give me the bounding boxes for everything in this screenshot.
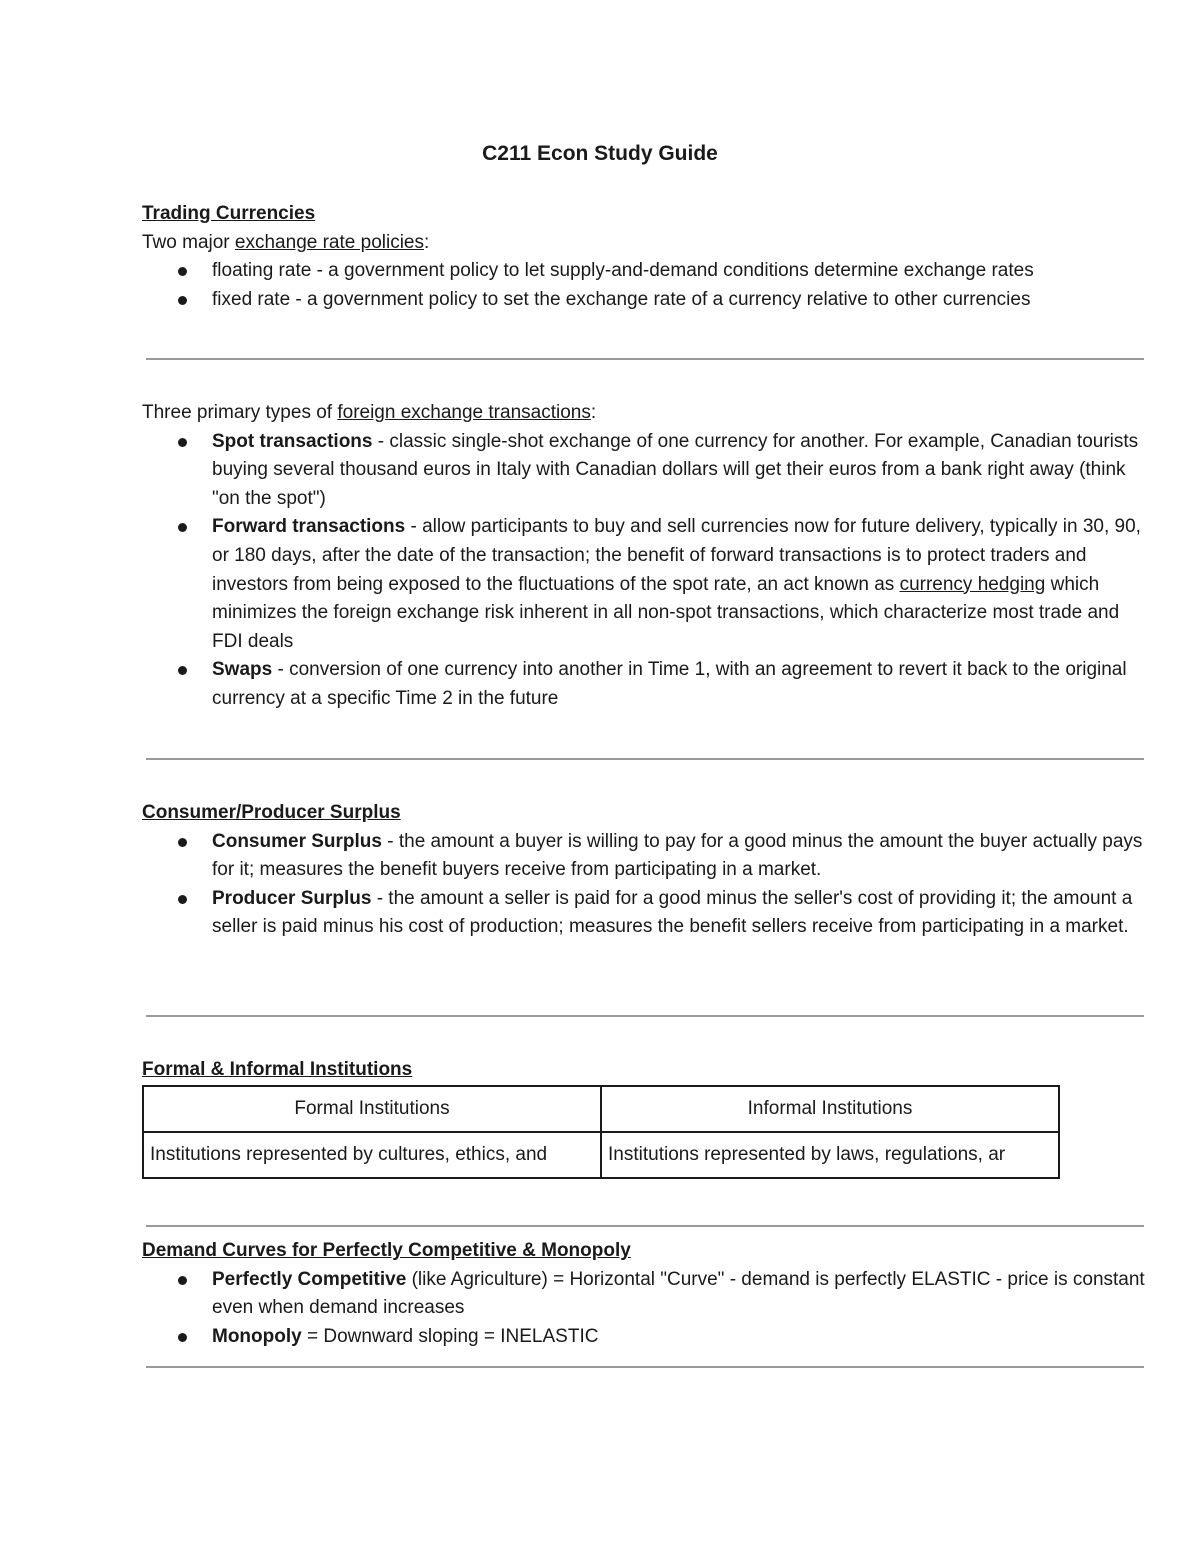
surplus-section xyxy=(142,799,1147,942)
bullet-icon xyxy=(178,267,187,276)
forward-text-cont: which minimizes the foreign exchange risk inherent in all non-spot transactions, which characterize most trade and FDI deals xyxy=(212,573,1120,652)
list-item xyxy=(142,286,1147,315)
trading-intro-suffix: : xyxy=(424,231,430,253)
currency-hedging-link[interactable]: currency hedging xyxy=(899,573,1046,595)
list-item xyxy=(142,428,1147,514)
bullet-icon xyxy=(178,838,187,847)
perfectly-competitive-term: Perfectly Competitive xyxy=(212,1268,407,1290)
table-header-informal: Informal Institutions xyxy=(601,1086,1059,1132)
table-cell-informal: Institutions represented by laws, regulations, ar xyxy=(601,1132,1059,1178)
horizontal-divider xyxy=(146,1225,1144,1227)
fx-intro-suffix: : xyxy=(590,402,597,423)
fx-section xyxy=(142,399,1147,714)
demand-heading: Demand Curves for Perfectly Competitive & Monopoly xyxy=(142,1240,631,1261)
demand-section xyxy=(142,1237,1147,1351)
exchange-rate-policies-link[interactable]: exchange rate policies xyxy=(234,231,424,253)
floating-rate-text: floating rate - a government policy to let supply-and-demand conditions determine exchange rates xyxy=(212,260,1034,282)
bullet-icon xyxy=(178,666,187,675)
bullet-icon xyxy=(178,1333,187,1342)
monopoly-text: = Downward sloping = INELASTIC xyxy=(301,1325,599,1347)
spot-text: - classic single-shot exchange of one currency for another. For example, Canadian tourists buying several thousand euros in Italy with Canadian dollars will get their euros from a bank right away (think "on the spot") xyxy=(212,430,1139,509)
bullet-icon xyxy=(178,438,187,447)
table-header-formal: Formal Institutions xyxy=(143,1086,601,1132)
demand-list xyxy=(142,1266,1147,1352)
monopoly-term: Monopoly xyxy=(212,1325,302,1347)
bullet-icon xyxy=(178,296,187,305)
trading-intro-prefix: Two major xyxy=(142,231,235,253)
list-item xyxy=(142,1266,1147,1323)
bullet-icon xyxy=(178,895,187,904)
producer-surplus-text: - the amount a seller is paid for a good minus the seller's cost of providing it; the amount a seller is paid minus his cost of production; measures the benefit sellers receive from participating in a market. xyxy=(212,887,1133,938)
horizontal-divider xyxy=(146,358,1144,360)
institutions-table xyxy=(142,1085,1060,1179)
table-row xyxy=(143,1086,1059,1132)
list-item xyxy=(142,513,1147,656)
table-cell-formal: Institutions represented by cultures, ethics, and xyxy=(143,1132,601,1178)
perfectly-competitive-text: (like Agriculture) = Horizontal "Curve" - demand is perfectly ELASTIC - price is constant even when demand increases xyxy=(212,1268,1145,1319)
trading-heading: Trading Currencies xyxy=(142,203,316,224)
horizontal-divider xyxy=(146,1015,1144,1017)
document-title: C211 Econ Study Guide xyxy=(482,142,718,165)
table-row xyxy=(143,1132,1059,1178)
list-item xyxy=(142,885,1147,942)
list-item xyxy=(142,828,1147,885)
trading-list xyxy=(142,257,1147,314)
fx-list xyxy=(142,428,1147,714)
foreign-exchange-transactions-link[interactable]: foreign exchange transactions xyxy=(337,402,591,423)
surplus-list xyxy=(142,828,1147,942)
fx-intro xyxy=(142,399,1147,428)
trading-section xyxy=(142,200,1147,314)
producer-surplus-term: Producer Surplus xyxy=(212,887,372,909)
surplus-heading: Consumer/Producer Surplus xyxy=(142,802,401,823)
list-item xyxy=(142,1323,1147,1352)
horizontal-divider xyxy=(146,758,1144,760)
forward-text: - allow participants to buy and sell currencies now for future delivery, typically in 30, 90, or 180 days, after the date of the transaction; the benefit of forward transactions is to protect traders and investors from being exposed to the fluctuations of the spot rate, an act known as xyxy=(212,516,1141,595)
trading-intro xyxy=(142,229,1147,258)
fixed-rate-text: fixed rate - a government policy to set the exchange rate of a currency relative to other currencies xyxy=(212,288,1031,310)
horizontal-divider xyxy=(146,1366,1144,1368)
swaps-text: - conversion of one currency into another in Time 1, with an agreement to revert it back to the original currency at a specific Time 2 in the future xyxy=(212,659,1127,709)
list-item xyxy=(142,656,1147,713)
consumer-surplus-term: Consumer Surplus xyxy=(212,830,382,852)
fx-intro-prefix: Three primary types of xyxy=(142,402,338,423)
list-item xyxy=(142,257,1147,286)
bullet-icon xyxy=(178,523,187,532)
swaps-term: Swaps xyxy=(212,659,273,681)
bullet-icon xyxy=(178,1276,187,1285)
consumer-surplus-text: - the amount a buyer is willing to pay for a good minus the amount the buyer actually pays for it; measures the benefit buyers receive from participating in a market. xyxy=(212,830,1143,881)
institutions-heading: Formal & Informal Institutions xyxy=(142,1059,413,1080)
forward-term: Forward transactions xyxy=(212,516,406,538)
institutions-section xyxy=(142,1056,1147,1085)
spot-term: Spot transactions xyxy=(212,430,373,452)
